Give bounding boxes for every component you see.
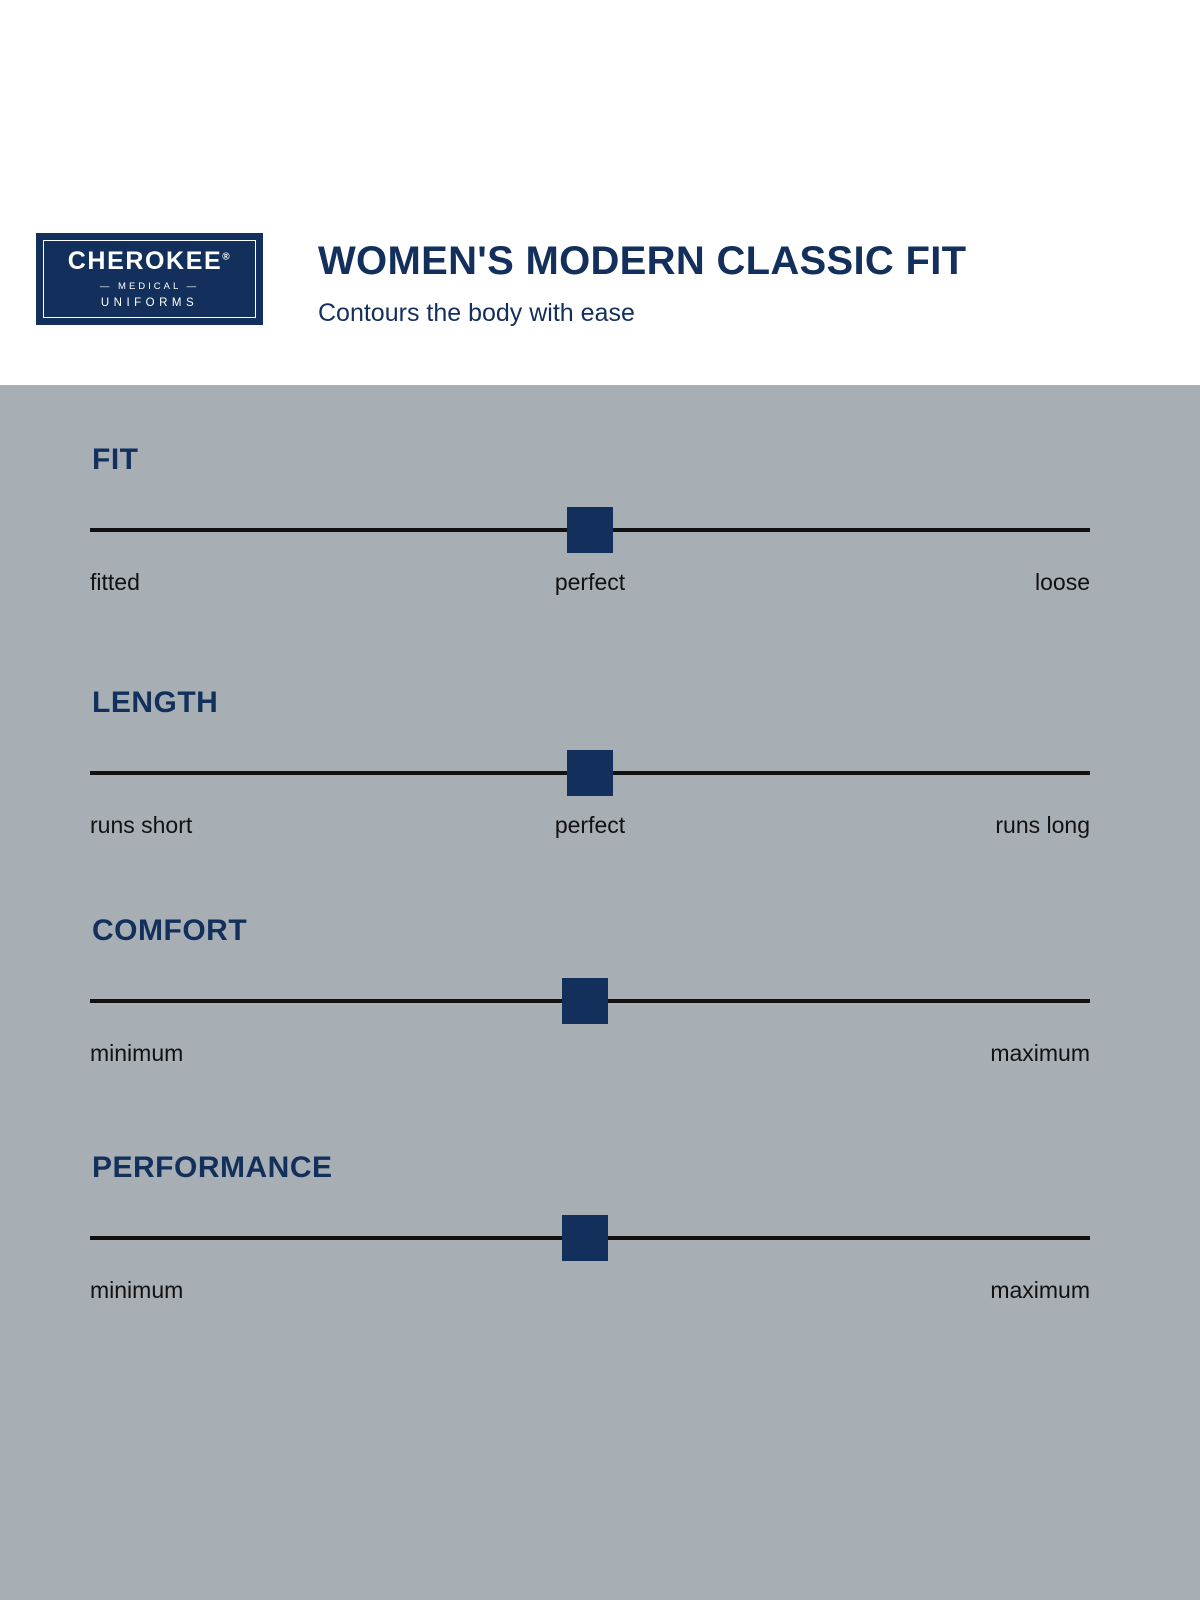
tick-label-left: minimum — [90, 1277, 184, 1303]
tick-label-left: minimum — [90, 1040, 184, 1066]
tick-label-right: runs long — [995, 812, 1090, 838]
scale-track-performance[interactable] — [90, 1215, 1090, 1261]
scale-performance — [90, 1153, 1090, 1311]
scale-marker-comfort[interactable] — [562, 978, 608, 1024]
logo-line-medical: — MEDICAL — — [99, 281, 200, 292]
scale-length — [90, 688, 1090, 846]
tick-label-right: maximum — [990, 1040, 1090, 1066]
scale-track-length[interactable] — [90, 750, 1090, 796]
scale-comfort — [90, 916, 1090, 1074]
tick-label-left: fitted — [90, 569, 140, 595]
page-subtitle: Contours the body with ease — [318, 299, 635, 327]
scale-marker-fit[interactable] — [567, 507, 613, 553]
scale-ticks-length — [90, 812, 1090, 846]
scale-ticks-comfort — [90, 1040, 1090, 1074]
logo-line-uniforms: UNIFORMS — [100, 297, 199, 309]
tick-label-left: runs short — [90, 812, 193, 838]
logo-brand-name — [68, 249, 231, 274]
scale-fit — [90, 445, 1090, 603]
scale-marker-length[interactable] — [567, 750, 613, 796]
cherokee-logo — [36, 233, 263, 325]
registered-trademark-icon: ® — [222, 251, 232, 263]
tick-label-middle: perfect — [554, 569, 626, 595]
header — [0, 0, 1200, 390]
scale-label-fit: FIT — [92, 443, 139, 476]
tick-label-middle: perfect — [554, 812, 626, 838]
logo-inner-border — [43, 240, 256, 318]
scale-ticks-performance — [90, 1277, 1090, 1311]
scale-label-length: LENGTH — [92, 686, 219, 719]
scale-label-comfort: COMFORT — [92, 914, 248, 947]
logo-brand-text: CHEROKEE — [67, 247, 223, 275]
scale-track-fit[interactable] — [90, 507, 1090, 553]
scale-track-comfort[interactable] — [90, 978, 1090, 1024]
scale-marker-performance[interactable] — [562, 1215, 608, 1261]
ratings-panel — [0, 385, 1200, 1600]
scale-ticks-fit — [90, 569, 1090, 603]
tick-label-right: loose — [1035, 569, 1090, 595]
page-title: WOMEN'S MODERN CLASSIC FIT — [318, 239, 967, 283]
scale-label-performance: PERFORMANCE — [92, 1151, 333, 1184]
tick-label-right: maximum — [990, 1277, 1090, 1303]
